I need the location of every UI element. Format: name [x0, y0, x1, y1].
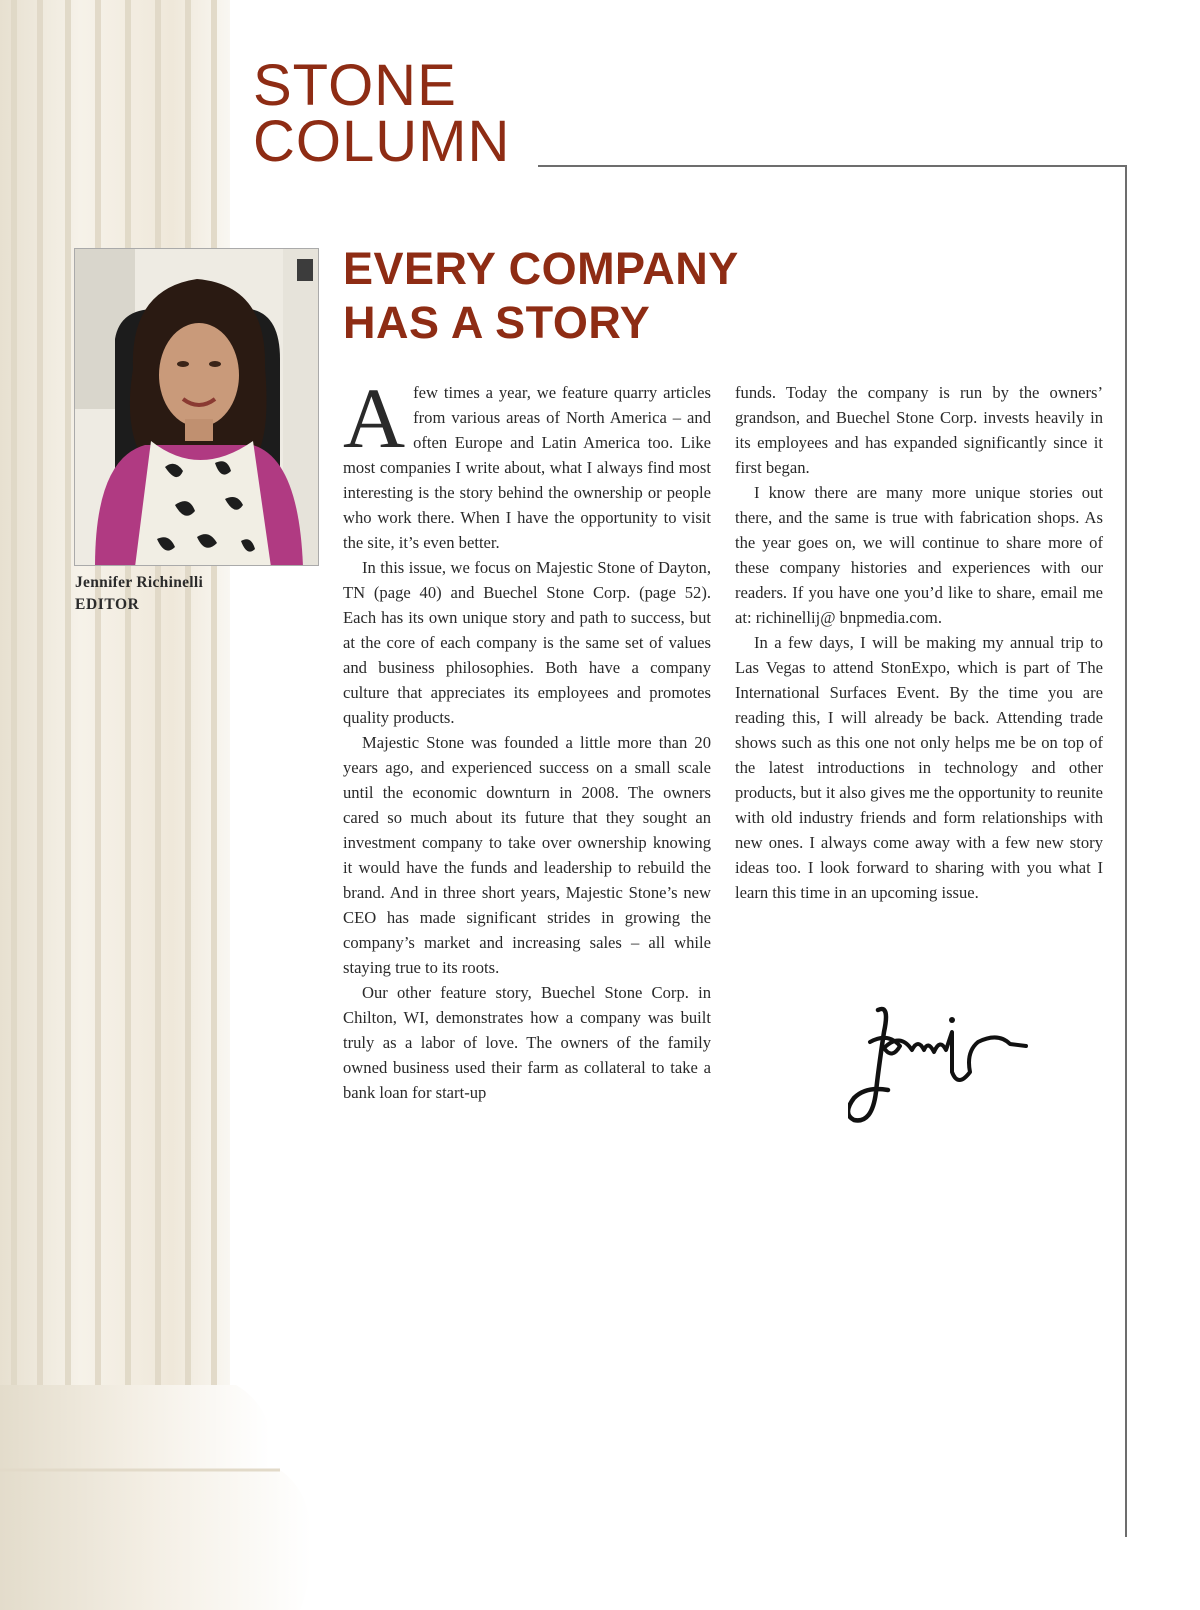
article-column-left: [343, 370, 711, 1105]
article-headline: [343, 242, 739, 350]
header-rule: [538, 165, 1126, 167]
paragraph-3: Majestic Stone was founded a little more than 20 years ago, and experienced success on a small scale until the economic downturn in 2008. The owners cared so much about its future that they sought an investment company to take over ownership knowing it would have the funds and leadership to rebuild the brand. And in three short years, Majestic Stone’s new CEO has made significant strides in growing the company’s market and increasing sales – all while staying true to its roots.: [343, 733, 711, 977]
paragraph-5: I know there are many more unique stories out there, and the same is true with fabrication shops. As the year goes on, we will continue to share more of these company histories and experiences with our readers. If you have one you’d like to share, email me at: richinellij@ bnpmedia.com.: [735, 483, 1103, 627]
editor-role: EDITOR: [75, 596, 140, 613]
section-title-line2: COLUMN: [253, 109, 511, 174]
headline-line2: HAS A STORY: [343, 297, 651, 348]
article-column-right: [735, 380, 1103, 905]
editor-photo: [74, 248, 319, 566]
paragraph-2: In this issue, we focus on Majestic Stone of Dayton, TN (page 40) and Buechel Stone Corp. (page 52). Each has its own unique story and path to success, but at the core of each company is the same set of values and business philosophies. Both have a company culture that appreciates its employees and promotes quality products.: [343, 558, 711, 727]
paragraph-1-text: few times a year, we feature quarry articles from various areas of North America – and often Europe and Latin America too. Like most companies I write about, what I always find most interesting is the story behind the ownership or people who work there. When I have the opportunity to visit the site, it’s even better.: [343, 383, 711, 552]
editor-signature: [848, 1002, 1028, 1132]
right-border-rule: [1125, 165, 1127, 1537]
paragraph-4-continued: funds. Today the company is run by the owners’ grandson, and Buechel Stone Corp. invests heavily in its employees and has expanded significantly since it first began.: [735, 383, 1103, 477]
paragraph-4: Our other feature story, Buechel Stone Corp. in Chilton, WI, demonstrates how a company was built truly as a labor of love. The owners of the family owned business used their farm as collateral to take a bank loan for start-up: [343, 983, 711, 1102]
drop-cap: A: [343, 370, 406, 466]
editor-name: Jennifer Richinelli: [75, 574, 204, 591]
section-title-line1: STONE: [253, 53, 457, 118]
paragraph-1: [343, 370, 711, 555]
section-title: [253, 53, 511, 174]
paragraph-6: In a few days, I will be making my annual trip to Las Vegas to attend StonExpo, which is part of The International Surfaces Event. By the time you are reading this, I will already be back. Attending trade shows such as this one not only helps me be on top of the latest introductions in technology and other products, but it also gives me the opportunity to reunite with old industry friends and form relationships with new ones. I always come away with a few new story ideas too. I look forward to sharing with you what I learn this time in an upcoming issue.: [735, 633, 1103, 902]
headline-line1: EVERY COMPANY: [343, 243, 739, 294]
stone-column-illustration: [0, 0, 340, 1610]
